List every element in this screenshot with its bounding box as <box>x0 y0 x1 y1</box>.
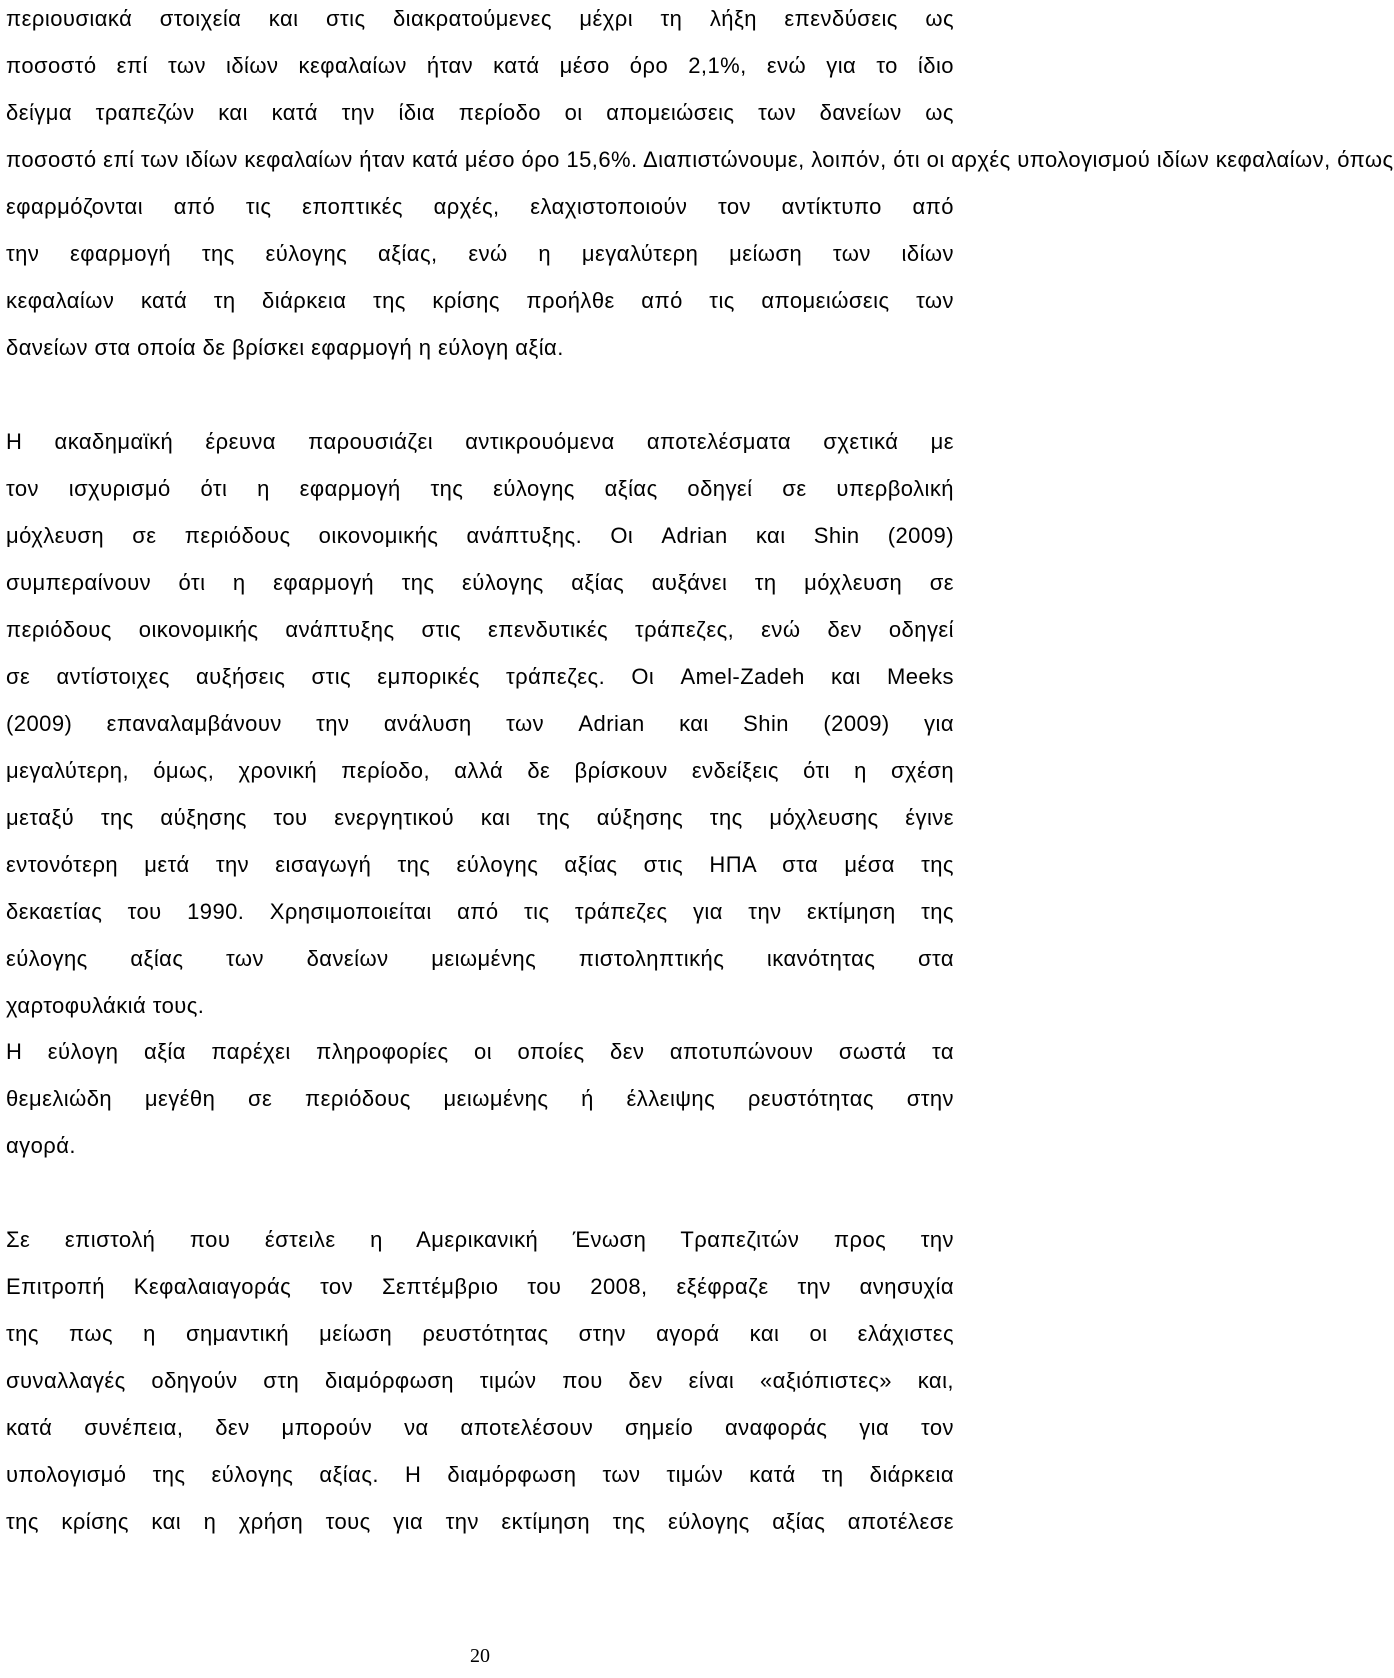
text-line: θεμελιώδη μεγέθη σε περιόδους μειωμένης ή έλλειψης ρευστότητας στην <box>6 1086 954 1111</box>
text-line: χαρτοφυλάκιά τους. <box>6 993 205 1018</box>
text-line: Η ακαδημαϊκή έρευνα παρουσιάζει αντικρουόμενα αποτελέσματα σχετικά με <box>6 429 954 454</box>
text-line: της κρίσης και η χρήση τους για την εκτίμηση της εύλογης αξίας αποτέλεσε <box>6 1509 954 1534</box>
text-line: Επιτροπή Κεφαλαιαγοράς τον Σεπτέμβριο του 2008, εξέφραζε την ανησυχία <box>6 1274 954 1299</box>
text-line: συναλλαγές οδηγούν στη διαμόρφωση τιμών που δεν είναι «αξιόπιστες» και, <box>6 1368 954 1393</box>
text-line: περιουσιακά στοιχεία και στις διακρατούμενες μέχρι τη λήξη επενδύσεις ως <box>6 6 954 31</box>
text-line: δανείων στα οποία δε βρίσκει εφαρμογή η εύλογη αξία. <box>6 335 564 360</box>
page-number: 20 <box>470 1645 490 1667</box>
text-line: περιόδους οικονομικής ανάπτυξης στις επενδυτικές τράπεζες, ενώ δεν οδηγεί <box>6 617 954 642</box>
text-line: δεκαετίας του 1990. Χρησιμοποιείται από τις τράπεζες για την εκτίμηση της <box>6 899 954 924</box>
text-line: συμπεραίνουν ότι η εφαρμογή της εύλογης αξίας αυξάνει τη μόχλευση σε <box>6 570 954 595</box>
text-line: ποσοστό επί των ιδίων κεφαλαίων ήταν κατά μέσο όρο 2,1%, ενώ για το ίδιο <box>6 53 954 78</box>
paragraph-2 <box>6 418 954 1029</box>
text-line: την εφαρμογή της εύλογης αξίας, ενώ η μεγαλύτερη μείωση των ιδίων <box>6 241 954 266</box>
text-line: Η εύλογη αξία παρέχει πληροφορίες οι οποίες δεν αποτυπώνουν σωστά τα <box>6 1039 954 1064</box>
text-line: εντονότερη μετά την εισαγωγή της εύλογης αξίας στις ΗΠΑ στα μέσα της <box>6 852 954 877</box>
text-line: κεφαλαίων κατά τη διάρκεια της κρίσης προήλθε από τις απομειώσεις των <box>6 288 954 313</box>
text-line: υπολογισμό της εύλογης αξίας. Η διαμόρφωση των τιμών κατά τη διάρκεια <box>6 1462 954 1487</box>
paragraph-3 <box>6 1028 954 1169</box>
text-line: της πως η σημαντική μείωση ρευστότητας στην αγορά και οι ελάχιστες <box>6 1321 954 1346</box>
text-line: μόχλευση σε περιόδους οικονομικής ανάπτυξης. Οι Adrian και Shin (2009) <box>6 523 954 548</box>
text-line: δείγμα τραπεζών και κατά την ίδια περίοδο οι απομειώσεις των δανείων ως <box>6 100 954 125</box>
text-line: εφαρμόζονται από τις εποπτικές αρχές, ελαχιστοποιούν τον αντίκτυπο από <box>6 194 954 219</box>
text-line-row <box>6 136 1394 183</box>
text-line: μεταξύ της αύξησης του ενεργητικού και της αύξησης της μόχλευσης έγινε <box>6 805 954 830</box>
text-line: Διαπιστώνουμε, λοιπόν, ότι οι αρχές υπολογισμού ιδίων κεφαλαίων, όπως <box>642 147 1394 172</box>
text-line: εύλογης αξίας των δανείων μειωμένης πιστοληπτικής ικανότητας στα <box>6 946 954 971</box>
text-line: ποσοστό επί των ιδίων κεφαλαίων ήταν κατά μέσο όρο 15,6%. <box>6 147 638 172</box>
text-line: Σε επιστολή που έστειλε η Αμερικανική Ένωση Τραπεζιτών προς την <box>6 1227 954 1252</box>
paragraph-1 <box>6 0 1394 371</box>
text-line: σε αντίστοιχες αυξήσεις στις εμπορικές τράπεζες. Οι Amel-Zadeh και Meeks <box>6 664 954 689</box>
text-line: μεγαλύτερη, όμως, χρονική περίοδο, αλλά δε βρίσκουν ενδείξεις ότι η σχέση <box>6 758 954 783</box>
text-line: τον ισχυρισμό ότι η εφαρμογή της εύλογης αξίας οδηγεί σε υπερβολική <box>6 476 954 501</box>
text-line: αγορά. <box>6 1133 76 1158</box>
paragraph-4 <box>6 1216 954 1545</box>
text-line: (2009) επαναλαμβάνουν την ανάλυση των Adrian και Shin (2009) για <box>6 711 954 736</box>
text-line: κατά συνέπεια, δεν μπορούν να αποτελέσουν σημείο αναφοράς για τον <box>6 1415 954 1440</box>
